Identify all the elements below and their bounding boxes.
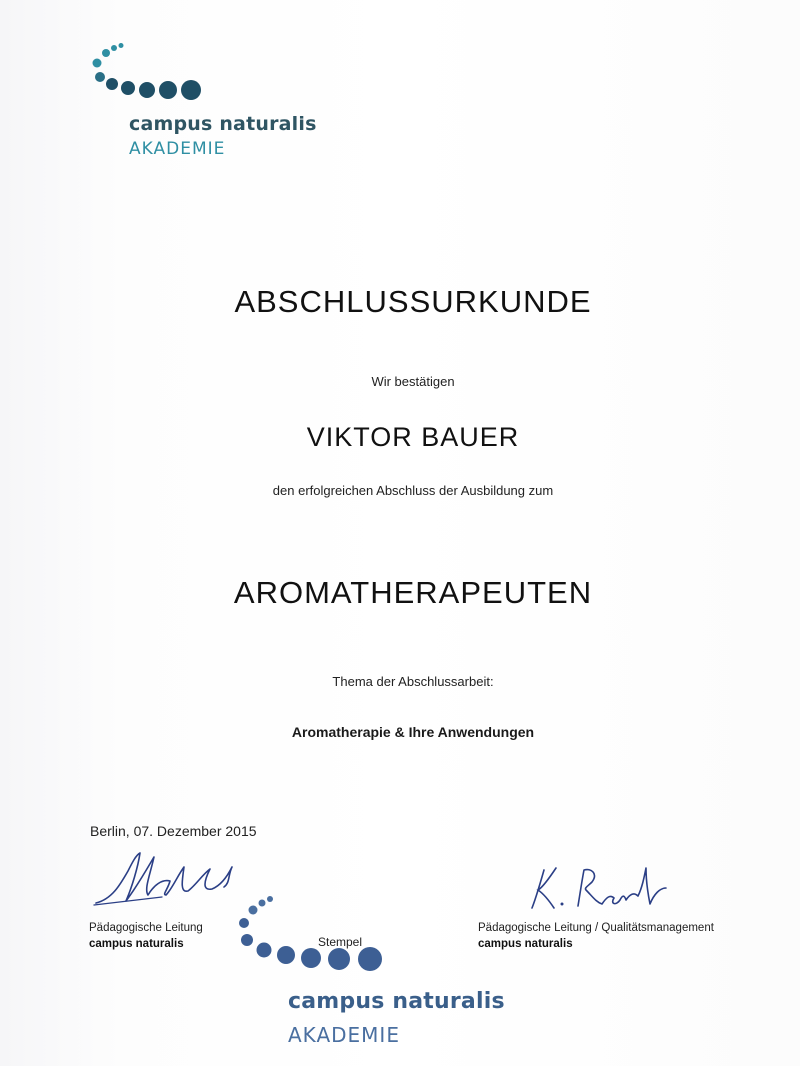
logo-sub-name: AKADEMIE xyxy=(129,139,226,159)
recipient-name: VIKTOR BAUER xyxy=(306,422,520,452)
place-and-date: Berlin, 07. Dezember 2015 xyxy=(90,823,257,839)
right-signer-org: campus naturalis xyxy=(478,938,573,950)
thesis-topic-label: Thema der Abschlussarbeit: xyxy=(332,674,494,689)
left-signer-org: campus naturalis xyxy=(89,938,184,950)
stamp-dot-arc-icon xyxy=(236,895,396,980)
confirm-text: Wir bestätigen xyxy=(371,374,455,389)
stamp xyxy=(236,895,536,1055)
right-signer-role: Pädagogische Leitung / Qualitätsmanagement xyxy=(478,922,714,934)
completion-text: den erfolgreichen Abschluss der Ausbildung zum xyxy=(272,483,554,498)
profession-title: AROMATHERAPEUTEN xyxy=(233,575,593,610)
left-signer-role: Pädagogische Leitung xyxy=(89,922,203,934)
stamp-label: Stempel xyxy=(318,935,363,949)
campus-naturalis-logo xyxy=(88,42,328,167)
thesis-topic: Aromatherapie & Ihre Anwendungen xyxy=(291,724,535,740)
logo-brand-name: campus naturalis xyxy=(129,113,317,135)
dot-arc-logo-icon xyxy=(88,42,218,107)
left-signature xyxy=(92,845,252,915)
stamp-sub-name: AKADEMIE xyxy=(288,1023,400,1047)
stamp-brand-name: campus naturalis xyxy=(288,989,505,1014)
certificate-title: ABSCHLUSSURKUNDE xyxy=(234,284,592,319)
right-signature xyxy=(526,858,676,918)
